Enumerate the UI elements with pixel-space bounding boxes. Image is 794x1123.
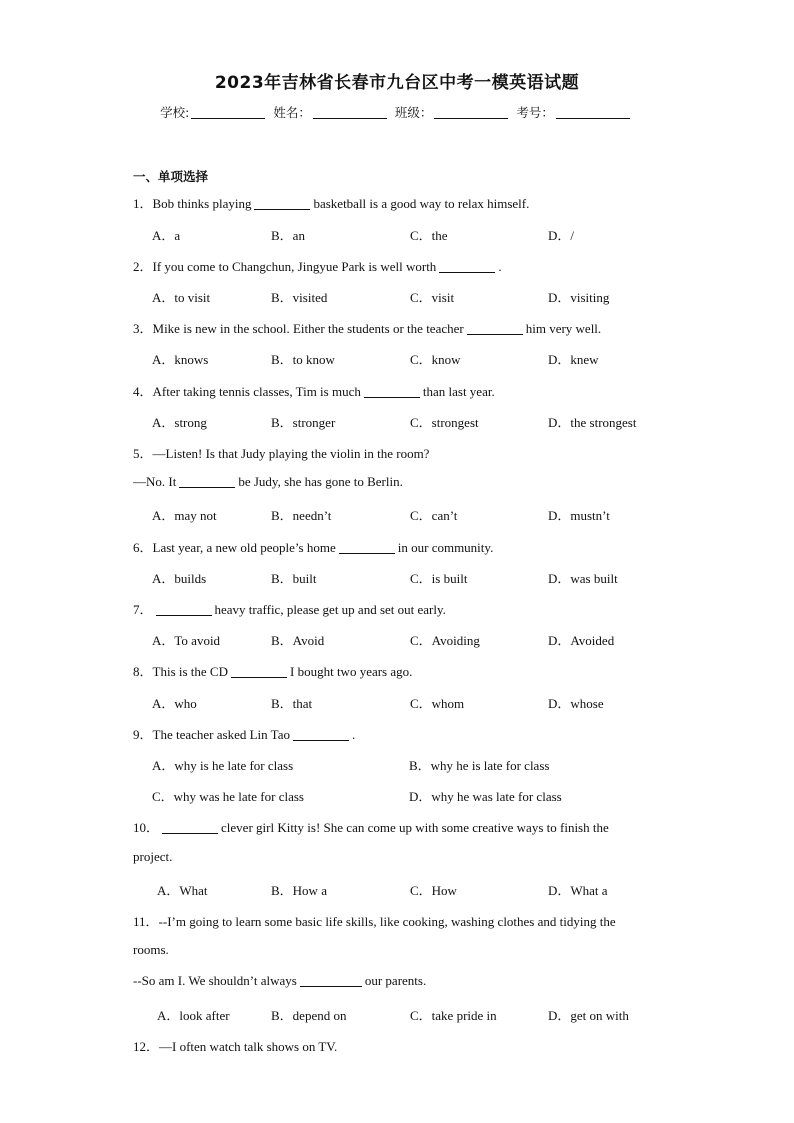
option-b[interactable]: B．built xyxy=(271,571,317,586)
question-number: 10． xyxy=(133,820,160,835)
answer-blank xyxy=(179,475,235,488)
option-d[interactable]: D．why he was late for class xyxy=(409,789,562,804)
question-4 xyxy=(133,381,495,400)
question-11 xyxy=(133,911,616,930)
school-blank[interactable] xyxy=(191,106,265,119)
number-blank[interactable] xyxy=(556,106,630,119)
question-7 xyxy=(133,599,446,618)
question-1 xyxy=(133,193,529,212)
answer-blank xyxy=(156,603,212,616)
option-c[interactable]: C．the xyxy=(410,228,448,243)
section-title: 一、单项选择 xyxy=(133,169,209,184)
answer-blank xyxy=(339,541,395,554)
option-a[interactable]: A．a xyxy=(152,228,181,243)
option-d[interactable]: D．whose xyxy=(548,696,604,711)
question-text: If you come to Changchun, Jingyue Park is well worth xyxy=(152,259,437,274)
option-a[interactable]: A．to visit xyxy=(152,290,211,305)
question-text: Mike is new in the school. Either the students or the teacher xyxy=(152,321,464,336)
option-d[interactable]: D．was built xyxy=(548,571,618,586)
question-3 xyxy=(133,318,601,337)
option-a[interactable]: A．builds xyxy=(152,571,207,586)
school-label: 学校: xyxy=(160,105,190,120)
question-6 xyxy=(133,537,493,556)
class-label: 班级： xyxy=(394,105,433,120)
option-b[interactable]: B．an xyxy=(271,228,305,243)
option-d[interactable]: D．What a xyxy=(548,883,608,898)
question-number: 1． xyxy=(133,196,153,211)
answer-blank xyxy=(254,197,310,210)
question-text: than last year. xyxy=(422,384,495,399)
option-c[interactable]: C．visit xyxy=(410,290,455,305)
question-text: basketball is a good way to relax himself. xyxy=(313,196,530,211)
answer-blank xyxy=(364,385,420,398)
option-c[interactable]: C．Avoiding xyxy=(410,633,480,648)
answer-blank xyxy=(300,974,362,987)
question-text: —Listen! Is that Judy playing the violin in the room? xyxy=(152,446,430,461)
question-text: heavy traffic, please get up and set out early. xyxy=(214,602,446,617)
option-c[interactable]: C．know xyxy=(410,352,461,367)
option-b[interactable]: B．visited xyxy=(271,290,328,305)
option-b[interactable]: B．why he is late for class xyxy=(409,758,550,773)
question-text: --So am I. We shouldn’t always xyxy=(133,973,297,988)
question-10-cont: project. xyxy=(133,849,173,864)
question-text: him very well. xyxy=(525,321,602,336)
option-d[interactable]: D．knew xyxy=(548,352,599,367)
question-text: clever girl Kitty is! She can come up with some creative ways to finish the xyxy=(221,820,609,835)
option-c[interactable]: C．strongest xyxy=(410,415,479,430)
question-10 xyxy=(133,817,609,836)
question-number: 12． xyxy=(133,1039,160,1054)
option-b[interactable]: B．Avoid xyxy=(271,633,325,648)
option-a[interactable]: A．why is he late for class xyxy=(152,758,294,773)
option-a[interactable]: A．strong xyxy=(152,415,207,430)
option-b[interactable]: B．stronger xyxy=(271,415,336,430)
option-a[interactable]: A．knows xyxy=(152,352,209,367)
question-text: . xyxy=(498,259,502,274)
class-blank[interactable] xyxy=(434,106,508,119)
option-a[interactable]: A．What xyxy=(157,883,208,898)
question-text: --I’m going to learn some basic life skills, like cooking, washing clothes and tidying the xyxy=(158,914,616,929)
option-c[interactable]: C．How xyxy=(410,883,457,898)
option-b[interactable]: B．to know xyxy=(271,352,335,367)
question-text: The teacher asked Lin Tao xyxy=(152,727,290,742)
option-b[interactable]: B．depend on xyxy=(271,1008,347,1023)
question-9 xyxy=(133,724,355,743)
student-info-row xyxy=(0,103,794,121)
question-number: 7． xyxy=(133,602,153,617)
question-2 xyxy=(133,256,502,275)
option-b[interactable]: B．needn’t xyxy=(271,508,332,523)
option-a[interactable]: A．look after xyxy=(157,1008,230,1023)
question-number: 5． xyxy=(133,446,153,461)
question-number: 8． xyxy=(133,664,153,679)
question-text: After taking tennis classes, Tim is much xyxy=(152,384,361,399)
option-c[interactable]: C．why was he late for class xyxy=(152,789,304,804)
question-text: be Judy, she has gone to Berlin. xyxy=(238,474,403,489)
option-c[interactable]: C．whom xyxy=(410,696,465,711)
option-c[interactable]: C．is built xyxy=(410,571,468,586)
question-12 xyxy=(133,1036,337,1055)
question-text: in our community. xyxy=(397,540,494,555)
question-text: Last year, a new old people’s home xyxy=(152,540,336,555)
question-text: I bought two years ago. xyxy=(290,664,413,679)
option-d[interactable]: D．the strongest xyxy=(548,415,637,430)
question-number: 6． xyxy=(133,540,153,555)
option-c[interactable]: C．can’t xyxy=(410,508,458,523)
question-number: 11． xyxy=(133,914,159,929)
question-text: our parents. xyxy=(364,973,427,988)
option-a[interactable]: A．To avoid xyxy=(152,633,221,648)
question-5 xyxy=(133,443,429,462)
question-number: 9． xyxy=(133,727,153,742)
question-number: 3． xyxy=(133,321,153,336)
question-5-reply xyxy=(133,474,403,490)
option-d[interactable]: D．/ xyxy=(548,228,575,243)
answer-blank xyxy=(293,728,349,741)
option-d[interactable]: D．Avoided xyxy=(548,633,615,648)
question-number: 2． xyxy=(133,259,153,274)
question-text: Bob thinks playing xyxy=(152,196,252,211)
name-blank[interactable] xyxy=(313,106,387,119)
answer-blank xyxy=(231,665,287,678)
option-c[interactable]: C．take pride in xyxy=(410,1008,497,1023)
question-11-cont: rooms. xyxy=(133,942,169,957)
question-text: —No. It xyxy=(133,474,177,489)
question-text: —I often watch talk shows on TV. xyxy=(159,1039,338,1054)
question-8 xyxy=(133,661,412,680)
answer-blank xyxy=(162,821,218,834)
option-a[interactable]: A．who xyxy=(152,696,197,711)
name-label: 姓名： xyxy=(273,105,311,120)
option-b[interactable]: B．How a xyxy=(271,883,327,898)
question-11-reply xyxy=(133,973,426,989)
page-title: 2023年吉林省长春市九台区中考一模英语试题 xyxy=(214,73,580,93)
number-label: 考号： xyxy=(516,105,554,120)
answer-blank xyxy=(439,260,495,273)
question-text: This is the CD xyxy=(152,664,228,679)
option-d[interactable]: D．visiting xyxy=(548,290,610,305)
question-number: 4． xyxy=(133,384,153,399)
option-d[interactable]: D．mustn’t xyxy=(548,508,610,523)
option-a[interactable]: A．may not xyxy=(152,508,217,523)
question-text: . xyxy=(351,727,356,742)
answer-blank xyxy=(467,322,523,335)
option-b[interactable]: B．that xyxy=(271,696,313,711)
option-d[interactable]: D．get on with xyxy=(548,1008,629,1023)
